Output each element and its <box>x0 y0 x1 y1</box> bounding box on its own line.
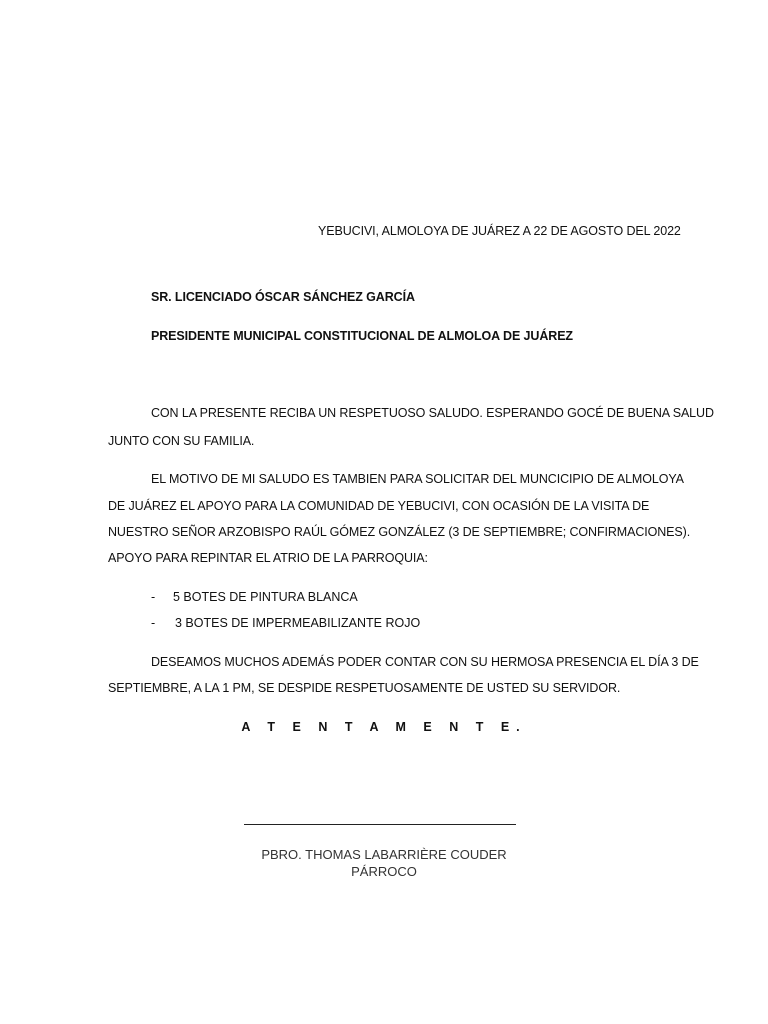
paragraph3-line2: SEPTIEMBRE, A LA 1 PM, SE DESPIDE RESPETUOSAMENTE DE USTED SU SERVIDOR. <box>108 681 621 695</box>
paragraph2-line1: EL MOTIVO DE MI SALUDO ES TAMBIEN PARA SOLICITAR DEL MUNCICIPIO DE ALMOLOYA <box>151 472 684 486</box>
list-item-text: 5 BOTES DE PINTURA BLANCA <box>173 590 358 604</box>
paragraph2-line3: NUESTRO SEÑOR ARZOBISPO RAÚL GÓMEZ GONZÁLEZ (3 DE SEPTIEMBRE; CONFIRMACIONES). <box>108 525 691 539</box>
paragraph2-line2: DE JUÁREZ EL APOYO PARA LA COMUNIDAD DE YEBUCIVI, CON OCASIÓN DE LA VISITA DE <box>108 499 650 513</box>
list-item-text: 3 BOTES DE IMPERMEABILIZANTE ROJO <box>175 616 421 630</box>
date-line: YEBUCIVI, ALMOLOYA DE JUÁREZ A 22 DE AGOSTO DEL 2022 <box>318 224 681 238</box>
closing-salutation: A T E N T A M E N T E. <box>241 720 527 734</box>
paragraph1-line2: JUNTO CON SU FAMILIA. <box>108 434 255 448</box>
addressee-name: SR. LICENCIADO ÓSCAR SÁNCHEZ GARCÍA <box>151 290 415 304</box>
paragraph3-line1: DESEAMOS MUCHOS ADEMÁS PODER CONTAR CON SU HERMOSA PRESENCIA EL DÍA 3 DE <box>151 655 699 669</box>
list-bullet: - <box>151 616 156 630</box>
signer-name: PBRO. THOMAS LABARRIÈRE COUDER <box>261 847 507 862</box>
paragraph2-line4: APOYO PARA REPINTAR EL ATRIO DE LA PARROQUIA: <box>108 551 428 565</box>
signer-role: PÁRROCO <box>351 864 417 879</box>
addressee-title: PRESIDENTE MUNICIPAL CONSTITUCIONAL DE ALMOLOA DE JUÁREZ <box>151 329 573 343</box>
list-bullet: - <box>151 590 156 604</box>
signature-line <box>244 824 516 825</box>
paragraph1-line1: CON LA PRESENTE RECIBA UN RESPETUOSO SALUDO. ESPERANDO GOCÉ DE BUENA SALUD <box>151 406 714 420</box>
